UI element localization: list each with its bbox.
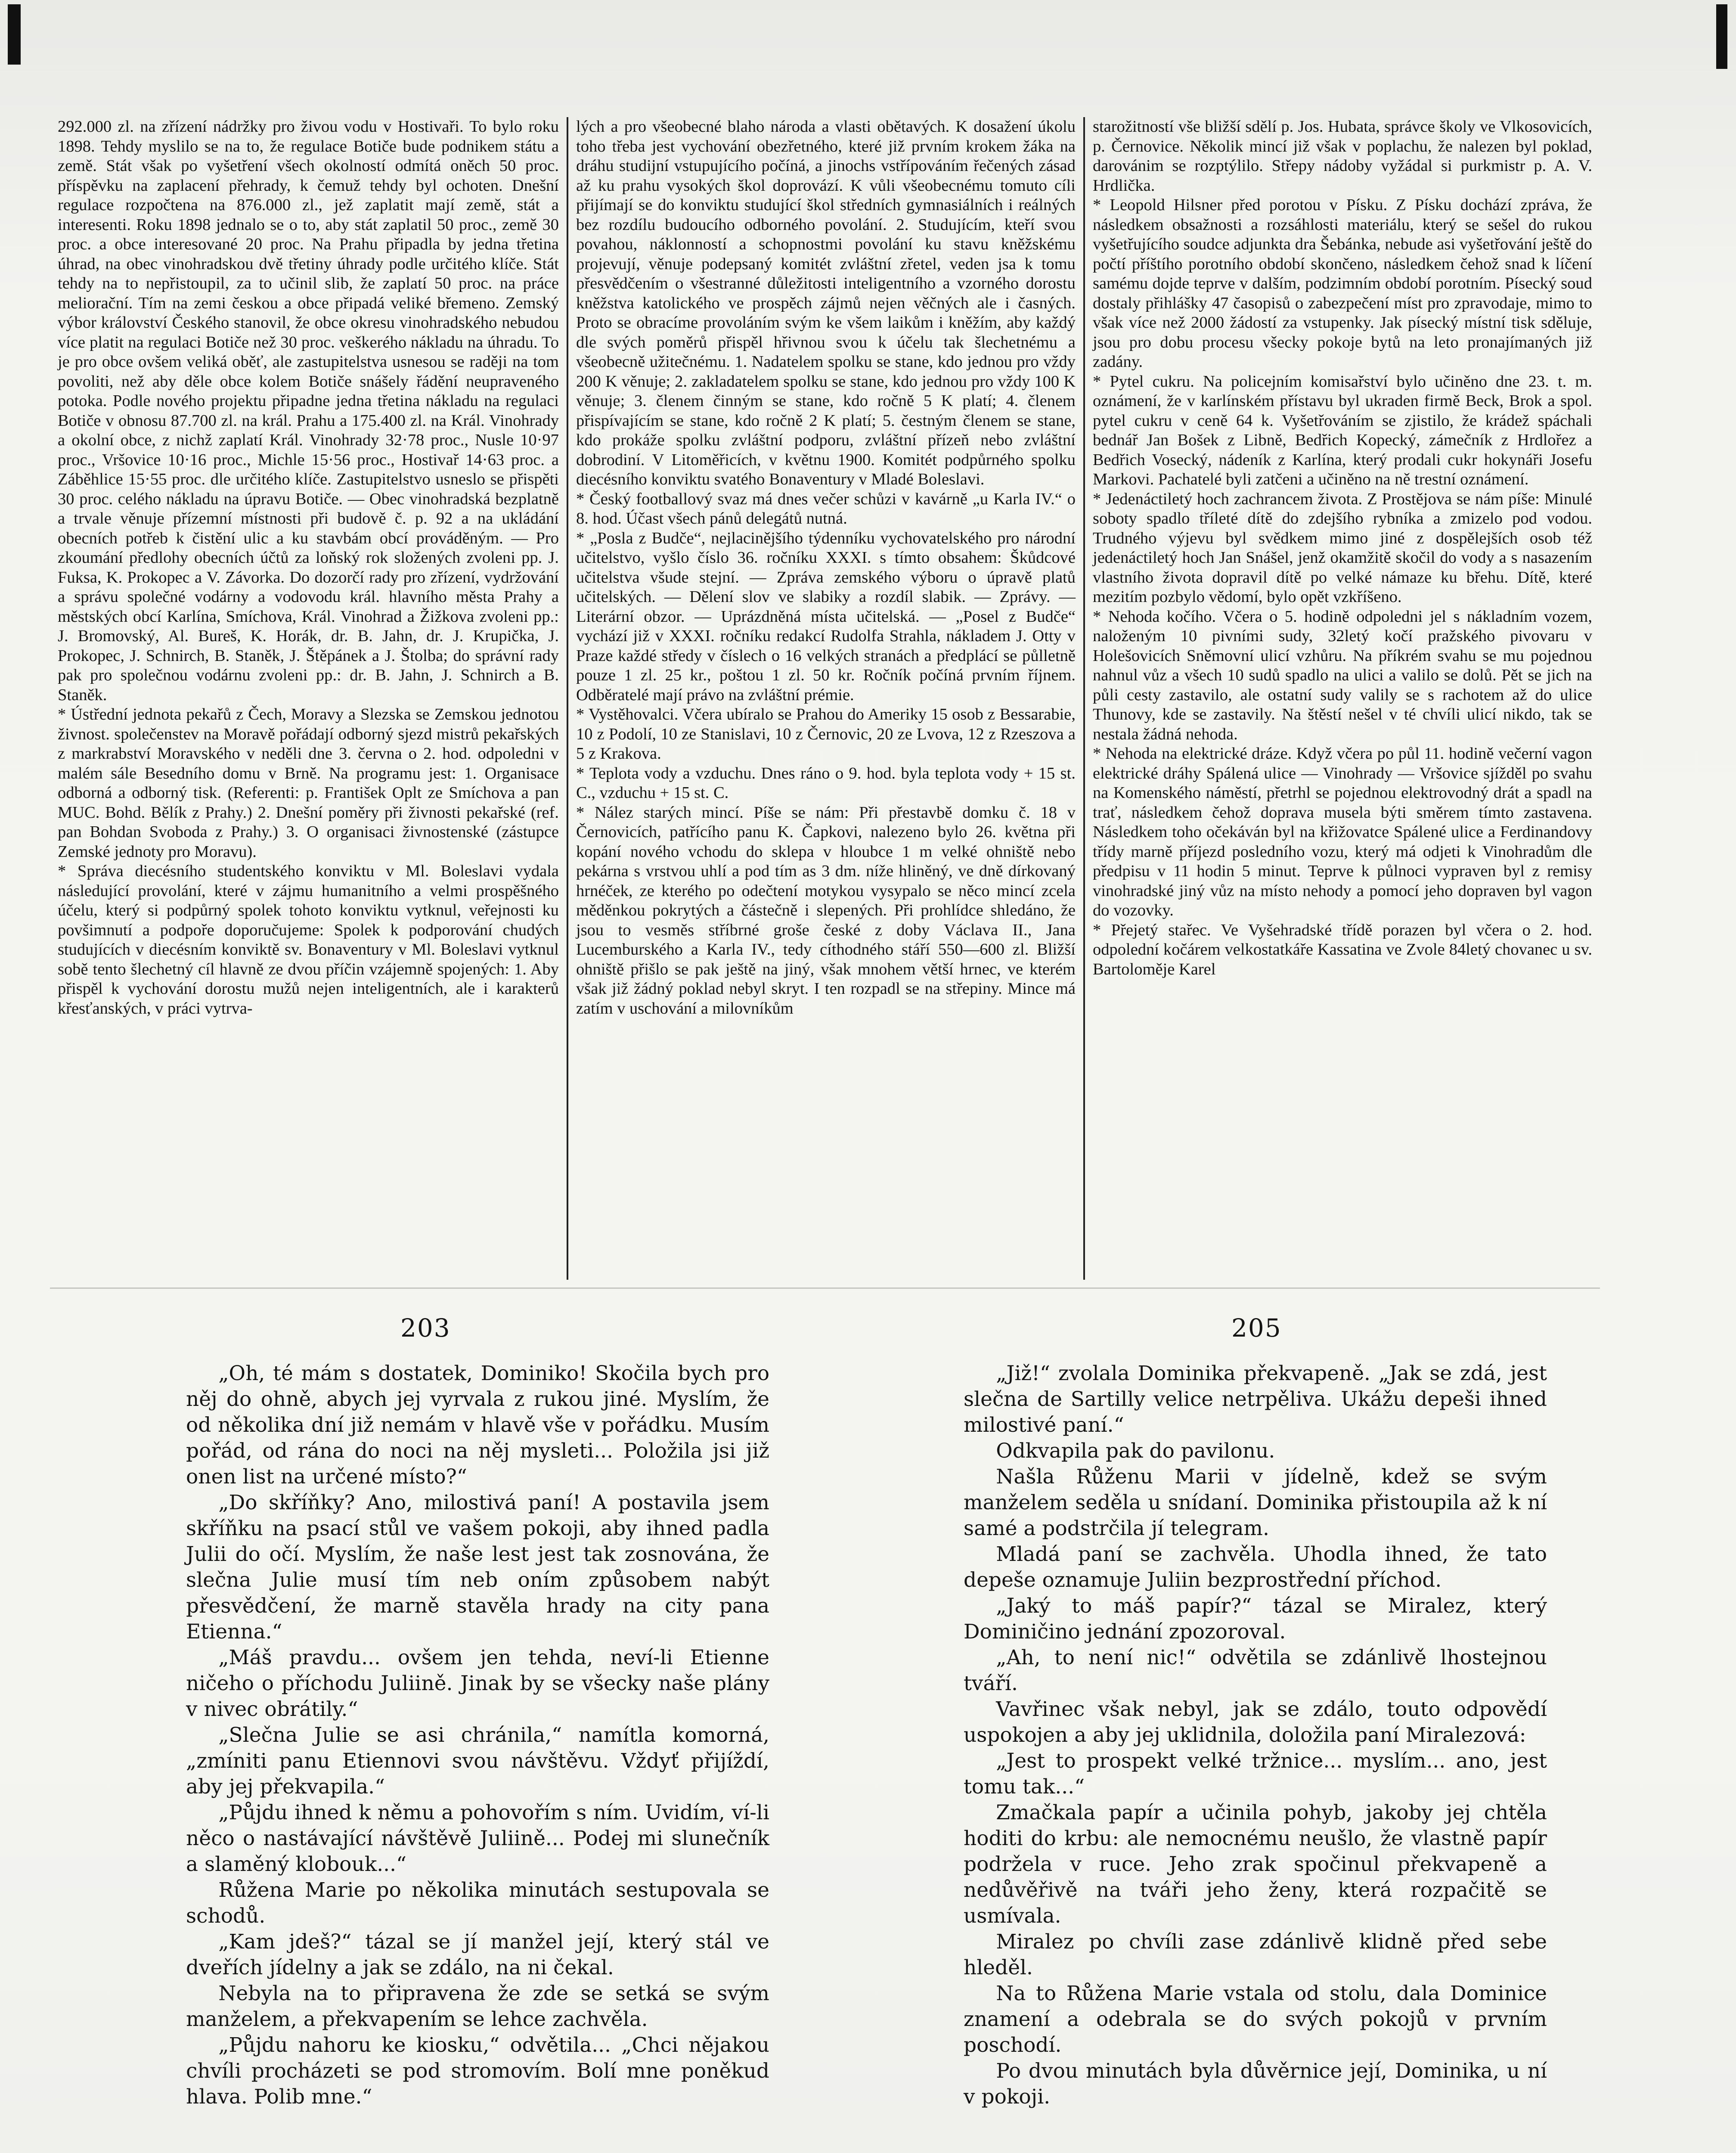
newspaper-column-1 [50, 117, 567, 1280]
page-number-right: 205 [1231, 1313, 1282, 1343]
news-paragraph: * Nehoda na elektrické dráze. Když včera po půl 11. hodině večerní vagon elektrické dráhy Spálená ulice — Vinohrady — Vršovice sjížděl po svahu na Komenského náměstí, přetrhl se pojednou elektrovodný drát a spadl na trať, následkem čehož doprava musela býti směrem tímto zastavena. Následkem toho očekáván byl na křižovatce Spálené ulice a Ferdinandovy třídy marně příjezd posledního vozu, který má odjeti k Vinohradům dle předpisu v 11 hodin 5 minut. Teprve k půlnoci vypraven byl z remisy vinohradské jiný vůz na místo nehody a pomocí jeho dopraven byl vagon do vozovky. [1093, 745, 1592, 919]
book-paragraph: Růžena Marie po několika minutách sestupovala se schodů. [186, 1878, 769, 1928]
book-page-left [186, 1361, 769, 2110]
page-number-left: 203 [400, 1313, 451, 1343]
book-paragraph: „Jaký to máš papír?“ tázal se Miralez, který Dominičino jednání zpozoroval. [964, 1594, 1547, 1644]
book-paragraph: Miralez po chvíli zase zdánlivě klidně před sebe hleděl. [964, 1930, 1547, 1979]
scan-corner-mark [1716, 4, 1727, 69]
newspaper-column-3 [1083, 117, 1600, 1280]
book-paragraph: „Již!“ zvolala Dominika překvapeně. „Jak se zdá, jest slečna de Sartilly velice netrpěliva. Ukážu depeši ihned milostivé paní.“ [964, 1362, 1547, 1437]
book-paragraph: „Jest to prospekt velké tržnice... myslím... ano, jest tomu tak...“ [964, 1749, 1547, 1799]
book-paragraph: Mladá paní se zachvěla. Uhodla ihned, že tato depeše oznamuje Juliin bezprostřední příchod. [964, 1542, 1547, 1592]
news-paragraph: * „Posla z Budče“, nejlacinějšího týdenníku vychovatelského pro národní učitelstvo, vyšlo číslo 36. ročníku XXXI. s tímto obsahem: Škůdcové učitelstva všude stejní. — Zpráva zemského výboru o úpravě platů učitelských. — Dělení slov ve slabiky a rozdíl slabik. — Zprávy. — Literární obzor. — Uprázdněná místa učitelská. — „Posel z Budče“ vychází již v XXXI. ročníku redakcí Rudolfa Strahla, nákladem J. Otty v Praze každé středy v číslech o 16 velkých stranách a předplácí se půlletně pouze 1 zl. 25 kr., poštou 1 zl. 50 kr. Ročník počíná prvním říjnem. Odběratelé mají právo na zvláštní prémie. [576, 529, 1076, 704]
news-paragraph: lých a pro všeobecné blaho národa a vlasti obětavých. K dosažení úkolu toho třeba jest vychování obezřetného, které již prvním krokem žáka na dráhu studijní vstupujícího počíná, a jinochs vstřípováním řečených zásad až ku prahu vysokých škol doprovází. K vůli všeobecnému tomuto cíli přijímají se do konviktu studující škol středních gymnasiálních i reálných bez rozdílu budoucího odborného povolání. 2. Studujícím, kteří svou povahou, náklonností a schopnostmi povolání ku stavu kněžskému projevují, věnuje podepsaný komitét zvláštní zřetel, veden jsa k tomu přesvědčením o všestranné důležitosti inteligentního a vzorného dorostu kněžstva katolického ve prospěch zájmů nejen věčných ale i časných. Proto se obracíme provoláním svým ke všem laikům i kněžím, aby každý dle svých poměrů přispěl hřivnou svou k účelu tak šlechetnému a všeobecně užitečnému. 1. Nadatelem spolku se stane, kdo jednou pro vždy 200 K věnuje; 2. zakladatelem spolku se stane, kdo jednou pro vždy 100 K věnuje; 3. členem činným se stane, kdo ročně 5 K platí; 4. členem přispívajícím se stane, kdo ročně 2 K platí; 5. čestným členem se stane, kdo prokáže spolku zvláštní podporu, zvláštní přízeň nebo zvláštní dobrodiní. V Litoměřicích, v květnu 1900. Komitét podpůrného spolku diecésního konviktu svatého Bonaventury v Mladé Boleslavi. [576, 118, 1076, 488]
book-paragraph: „Slečna Julie se asi chránila,“ namítla komorná, „zmíniti panu Etiennovi svou návštěvu. Vždyť přijíždí, aby jej překvapila.“ [186, 1723, 769, 1799]
newspaper-column-2 [567, 117, 1083, 1280]
section-divider [50, 1287, 1600, 1289]
news-paragraph: * Nehoda kočího. Včera o 5. hodině odpoledni jel s nákladním vozem, naloženým 10 pivními sudy, 32letý kočí pražského pivovaru v Holešovicích Sněmovní ulicí vzhůru. Na příkrém svahu se mu pojednou nahnul vůz a všech 10 sudů spadlo na ulici a valilo se dolů. Pět se jich na půli cesty zastavilo, ale ostatní sudy valily se s rachotem až do ulice Thunovy, kde se zastavily. Na štěstí nešel v té chvíli ulicí nikdo, tak se nestala žádná nehoda. [1093, 607, 1592, 743]
book-paragraph: Odkvapila pak do pavilonu. [996, 1439, 1275, 1463]
book-paragraph: „Máš pravdu... ovšem jen tehda, neví-li Etienne ničeho o příchodu Juliině. Jinak by se všecky naše plány v nivec obrátily.“ [186, 1646, 769, 1721]
book-paragraph: Nebyla na to připravena že zde se setká se svým manželem, a překvapením se lehce zachvěla. [186, 1982, 769, 2031]
news-paragraph: * Vystěhovalci. Včera ubíralo se Prahou do Ameriky 15 osob z Bessarabie, 10 z Podolí, 10 ze Stanislavi, 10 z Černovic, 20 ze Lvova, 12 z Rzeszova a 5 z Krakova. [576, 705, 1076, 763]
book-page-right [964, 1361, 1547, 2110]
book-paragraph: „Do skříňky? Ano, milostivá paní! A postavila jsem skříňku na psací stůl ve vašem pokoji, aby ihned padla Julii do očí. Myslím, že naše lest jest tak zosnována, že slečna Julie musí tím neb oním způsobem nabýt přesvědčení, že marně stavěla hrady na city pana Etienna.“ [186, 1491, 769, 1644]
news-paragraph: * Správa diecésního studentského konviktu v Ml. Boleslavi vydala následující provolání, které v zájmu humanitního a velmi prospěšného účelu, který si podpůrný spolek tohoto konviktu vytknul, veřejnosti ku povšimnutí a podpoře doporučujeme: Spolek k podporování chudých studujících v diecésním konviktě sv. Bonaventury v Ml. Boleslavi vytknul sobě tento šlechetný cíl hlavně ze dvou příčin vzájemně spojených: 1. Aby přispěl k vychování dorostu mužů nejen inteligentních, ale i karakterů křesťanských, v práci vytrva- [58, 862, 559, 1018]
news-paragraph: * Přejetý stařec. Ve Vyšehradské třídě porazen byl včera o 2. hod. odpolední kočárem velkostatkáře Kassatina ve Zvole 84letý chovanec u sv. Bartoloměje Karel [1093, 921, 1592, 978]
book-paragraph: Vavřinec však nebyl, jak se zdálo, touto odpovědí uspokojen a aby jej uklidnila, doložila paní Miralezová: [964, 1697, 1547, 1747]
news-paragraph: 292.000 zl. na zřízení nádržky pro živou vodu v Hostivaři. To bylo roku 1898. Tehdy myslilo se na to, že regulace Botiče bude podnikem státu a země. Stát však po vyšetření všech okolností odmítá oněch 50 proc. příspěvku na zaplacení přehrady, k čemuž tehdy byl ochoten. Dnešní regulace rozpočtena na 876.000 zl., jež zaplatit mají země, stát a interesenti. Roku 1898 jednalo se o to, aby stát zaplatil 50 proc., země 30 proc. a obce interesované 20 proc. Na Prahu připadla by jedna třetina úhrad, na obec vinohradskou dvě třetiny úhrady podle určitého klíče. Stát tehdy na to nepřistoupil, za to učinil slib, že zaplatí 50 proc. na práce meliorační. Tím na zemi českou a obce připadá veliké břemeno. Zemský výbor království Českého stanovil, že obce okresu vinohradského nebudou více platit na regulaci Botiče než 30 proc. veškerého nákladu na úhradu. To je pro obce ovšem veliká oběť, ale zastupitelstva usnesou se raději na tom povoliti, než aby děle obce kolem Botiče snášely řádění neupraveného potoka. Podle nového projektu připadne jedna třetina nákladu na regulaci Botiče v obnosu 87.700 zl. na král. Prahu a 175.400 zl. na Král. Vinohrady a okolní obce, z nichž zaplatí Král. Vinohrady 32·78 proc., Nusle 10·97 proc., Vršovice 10·16 proc., Michle 15·56 proc., Hostivař 14·63 proc. a Záběhlice 15·55 proc. dle určitého klíče. Zastupitelstvo usneslo se přispěti 30 proc. celého nákladu na úpravu Botiče. — Obec vinohradská bezplatně a trvale věnuje přízemní místnosti při budově č. p. 92 a na ukládání obecních potřeb k čistění ulic a ku stavbám obcí prováděným. — Pro zkoumání předlohy obecních účtů za loňský rok složených zvoleni pp. J. Fuksa, K. Prokopec a V. Závorka. Do dozorčí rady pro zřízení, vydržování a správu společné vodárny a vodovodu král. hlavního města Prahy a městských obcí Karlína, Smíchova, Král. Vinohrad a Žižkova zvoleni pp.: J. Bromovský, Al. Bureš, K. Horák, dr. B. Jahn, dr. J. Krupička, J. Prokopec, J. Schnirch, B. Staněk, J. Štěpánek a J. Štolba; do správní rady pak pro společnou vodárnu zvoleni pp.: dr. B. Jahn, J. Schnirch a B. Staněk. [58, 118, 559, 704]
scan-corner-mark [8, 4, 21, 65]
news-paragraph: * Pytel cukru. Na policejním komisařství bylo učiněno dne 23. t. m. oznámení, že v karlínském přístavu byl ukraden firmě Beck, Brok a spol. pytel cukru v ceně 64 k. Vyšetřováním se zjistilo, že krádež spáchali bednář Jan Bošek z Libně, Bedřich Kopecký, zámečník z Hrdlořez a Bedřich Vosecký, nádeník z Karlína, který prodali cukr hokynáři Josefu Markovi. Pachatelé byli zatčeni a učiněno na ně trestní oznámení. [1093, 372, 1592, 488]
book-paragraph: „Ah, to není nic!“ odvětila se zdánlivě lhostejnou tváří. [964, 1646, 1547, 1695]
news-paragraph: * Leopold Hilsner před porotou v Písku. Z Písku dochází zpráva, že následkem obsažnosti a rozsáhlosti materiálu, který se sešel do rukou vyšetřujícího soudce adjunkta dra Šebánka, nebude asi vyšetřování ještě do počtí příštího porotního období skončeno, následkem čehož snad k líčení samému dojde teprve v dalším, podzimním období porotním. Písecký soud dostaly přihlášky 47 časopisů o zabezpečení míst pro zpravodaje, mimo to však více než 2000 žádostí za vstupenky. Jak písecký místní tisk sděluje, jsou pro dobu procesu všecky pokoje bytů na leto pronajímaných již zadány. [1093, 196, 1592, 371]
book-paragraph: Zmačkala papír a učinila pohyb, jakoby jej chtěla hoditi do krbu: ale nemocnému neušlo, že vlastně papír podržela v ruce. Jeho zrak spočinul překvapeně a nedůvěřivě na tváři jeho ženy, která rozpačitě se usmívala. [964, 1801, 1547, 1928]
news-paragraph: * Jedenáctiletý hoch zachrancem života. Z Prostějova se nám píše: Minulé soboty spadlo tříleté dítě do zdejšího rybníka a zmizelo pod vodou. Trudného výjevu byl svědkem mimo jiné z dospělejších osob též jedenáctiletý hoch Jan Snášel, jenž okamžitě skočil do vody a s nasazením vlastního života dopravil dítě po velké námaze ku břehu. Dítě, které mezitím pozbylo vědomí, bylo opět vzkříšeno. [1093, 490, 1592, 606]
news-paragraph: starožitností vše bližší sdělí p. Jos. Hubata, správce školy ve Vlkosovicích, p. Černovice. Několik mincí již však v poplachu, že nalezen byl poklad, darovánim se rozptýlilo. Střepy nádoby vyžádal si purkmistr p. A. V. Hrdlička. [1093, 118, 1592, 195]
book-paragraph: „Oh, té mám s dostatek, Dominiko! Skočila bych pro něj do ohně, abych jej vyrvala z rukou jiné. Myslím, že od několika dní již nemám v hlavě vše v pořádku. Musím pořád, od rána do noci na něj mysleti... Položila jsi již onen list na určené místo?“ [186, 1362, 769, 1489]
news-paragraph: * Nález starých mincí. Píše se nám: Při přestavbě domku č. 18 v Černovicích, patřícího panu K. Čapkovi, nalezeno bylo 26. května při kopání nového vchodu do sklepa v hloubce 1 m velké ohniště nebo pekárna s vrstvou uhlí a pod tím as 3 dm. níže hliněný, ve dně dírkovaný hrnéček, ze kterého po odečtení motykou vysypalo se něco mincí zcela měděnkou pokrytých a částečně i slepených. Při prohlídce shledáno, že jsou to vesměs stříbrné groše české z doby Václava II., Jana Lucemburského a Karla IV., tedy cíthodného stáří 550—600 zl. Bližší ohniště přišlo se pak ještě na jiný, však mnohem větší hrnec, ve kterém však již žádný poklad nebyl skryt. I ten rozpadl se na střepiny. Mince má zatím v uschování a milovníkům [576, 803, 1076, 1018]
book-paragraph: „Půjdu ihned k němu a pohovořím s ním. Uvidím, ví-li něco o nastávající návštěvě Juliině... Podej mi slunečník a slaměný klobouk...“ [186, 1801, 769, 1876]
book-paragraph: Na to Růžena Marie vstala od stolu, dala Dominice znamení a odebrala se do svých pokojů v prvním poschodí. [964, 1982, 1547, 2057]
news-paragraph: * Český footballový svaz má dnes večer schůzi v kavárně „u Karla IV.“ o 8. hod. Účast všech pánů delegátů nutná. [576, 490, 1076, 527]
news-paragraph: * Teplota vody a vzduchu. Dnes ráno o 9. hod. byla teplota vody + 15 st. C., vzduchu + 15 st. C. [576, 764, 1076, 802]
book-paragraph: Po dvou minutách byla důvěrnice její, Dominika, u ní v pokoji. [964, 2059, 1547, 2109]
news-paragraph: * Ústřední jednota pekařů z Čech, Moravy a Slezska se Zemskou jednotou živnost. společenstev na Moravě pořádají odborný sjezd mistrů pekařských z markrabství Moravského v neděli dne 3. června o 2. hod. odpoledni v malém sále Besedního domu v Brně. Na programu jest: 1. Organisace odborná a odborný tisk. (Referenti: p. František Oplt ze Smíchova a pan MUC. Bohd. Bělík z Prahy.) 2. Dnešní poměry při živnosti pekařské (ref. pan Bohdan Svoboda z Prahy.) 3. O organisaci živnostenské (zástupce Zemské jednoty pro Moravu). [58, 705, 559, 861]
book-paragraph: Našla Růženu Marii v jídelně, kdež se svým manželem seděla u snídaní. Dominika přistoupila až k ní samé a podstrčila jí telegram. [964, 1465, 1547, 1540]
book-paragraph: „Kam jdeš?“ tázal se jí manžel její, který stál ve dveřích jídelny a jak se zdálo, na ni čekal. [186, 1930, 769, 1979]
book-paragraph: „Půjdu nahoru ke kiosku,“ odvětila... „Chci nějakou chvíli procházeti se pod stromovím. Bolí mne poněkud hlava. Polib mne.“ [186, 2033, 769, 2109]
newspaper-section [50, 117, 1600, 1288]
